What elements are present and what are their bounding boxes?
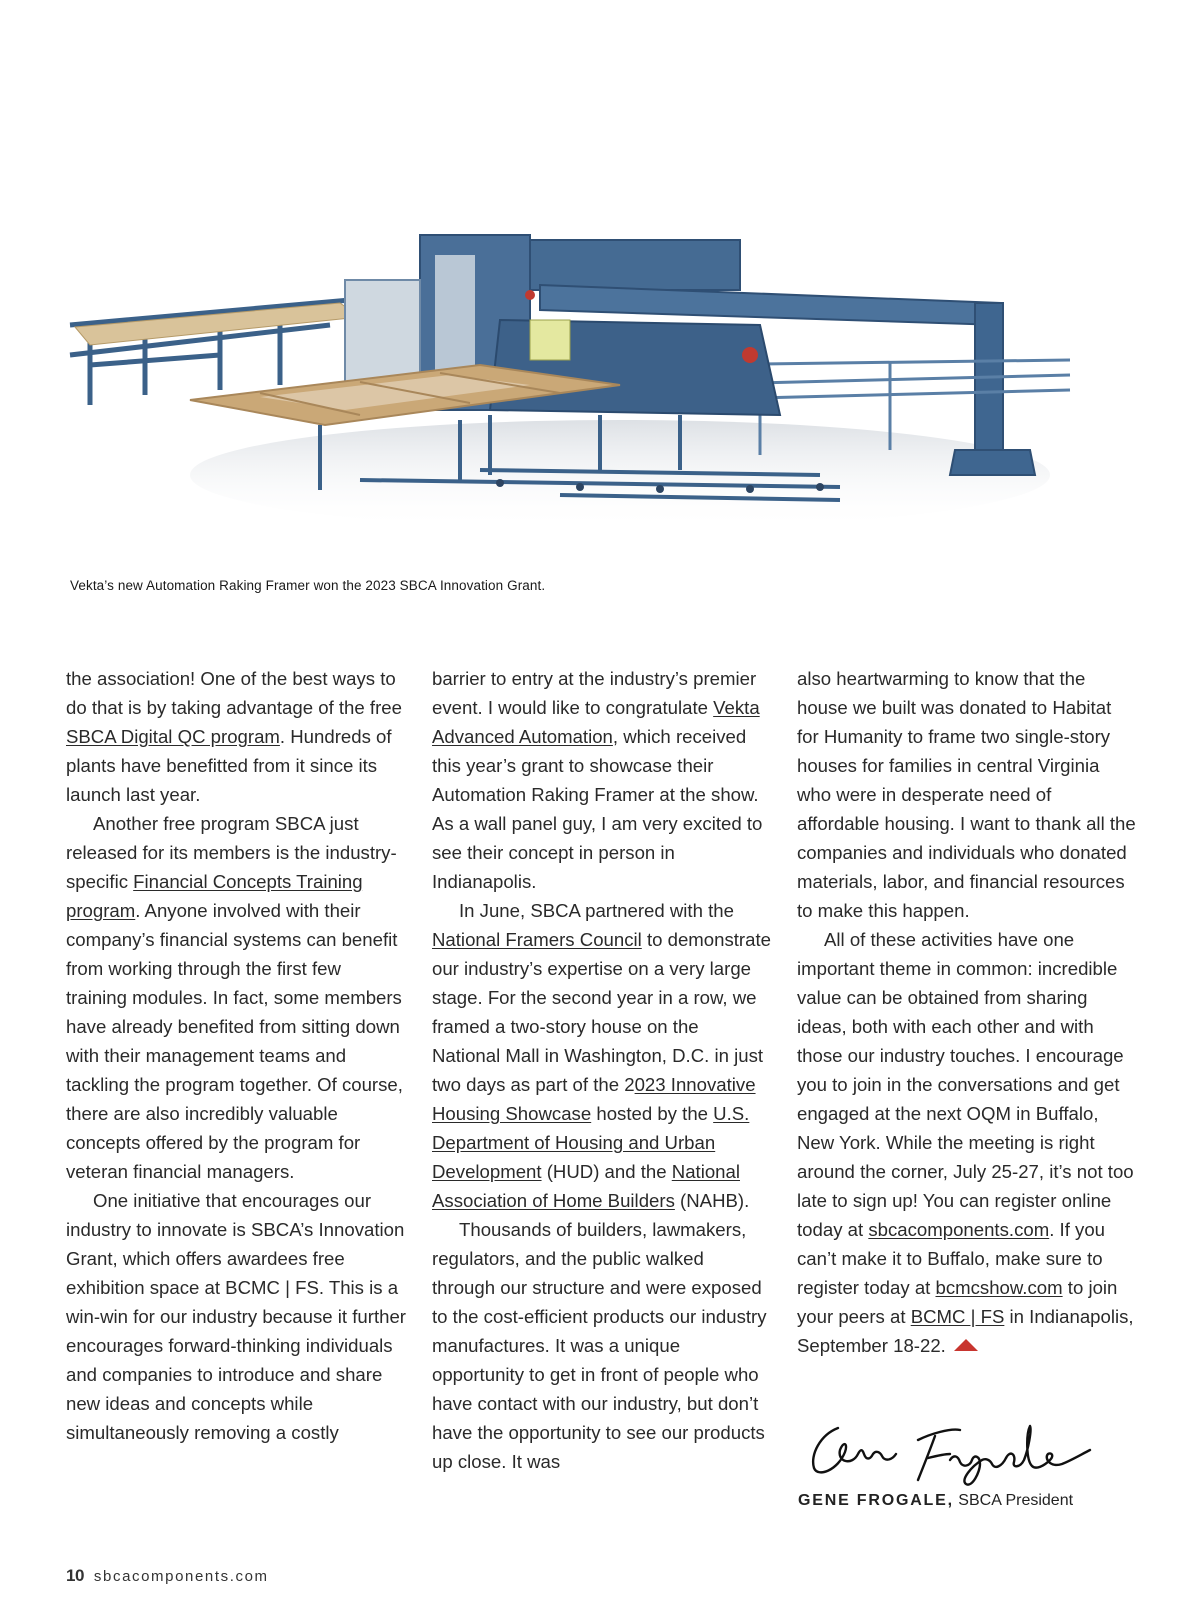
paragraph: One initiative that encourages our industry to innovate is SBCA’s Innovation Grant, which offers awardees free exhibition space at BCMC | FS. This is a win-win for our industry because it further encourages forward-thinking individuals and companies to introduce and share new ideas and concepts while simultaneously removing a costly <box>66 1190 406 1443</box>
article-column-1 <box>66 664 406 1447</box>
paragraph: Thousands of builders, lawmakers, regulators, and the public walked through our structure and were exposed to the cost-efficient products our industry manufactures. It was a unique opportunity to get in front of people who have contact with our industry, but don’t have the opportunity to see our products up close. It was <box>432 1219 767 1472</box>
page-number: 10 <box>66 1566 84 1585</box>
paragraph: the association! One of the best ways to do that is by taking advantage of the free SBCA Digital QC program. Hundreds of plants have benefitted from it since its launch last year. <box>66 668 402 805</box>
handwritten-signature <box>800 1410 1100 1490</box>
end-triangle-icon <box>954 1339 978 1351</box>
hud-link[interactable]: U.S. Department of Housing and Urban Development <box>432 1103 750 1182</box>
article-column-2 <box>432 664 772 1476</box>
paragraph: barrier to entry at the industry’s premier event. I would like to congratulate Vekta Advanced Automation, which received this year’s grant to showcase their Automation Raking Framer at the show. As a wall panel guy, I am very excited to see their concept in person in Indianapolis. <box>432 668 763 892</box>
sbca-digital-qc-link[interactable]: SBCA Digital QC program <box>66 726 280 747</box>
vekta-link[interactable]: Vekta Advanced Automation <box>432 697 760 747</box>
author-title: SBCA President <box>953 1492 1074 1509</box>
author-name: GENE FROGALE, <box>798 1492 954 1509</box>
housing-showcase-link[interactable]: 023 Innovative Housing Showcase <box>432 1074 756 1124</box>
signature-icon <box>800 1410 1100 1490</box>
bcmcshow-link[interactable]: bcmcshow.com <box>935 1277 1063 1298</box>
paragraph: Another free program SBCA just released for its members is the industry-specific Financial Concepts Training program. Anyone involved with their company’s financial systems can benefit from working through the first few training modules. In fact, some members have already benefited from sitting down with their management teams and tackling the program together. Of course, there are also incredibly valuable concepts offered by the program for veteran financial managers. <box>66 813 403 1182</box>
paragraph: All of these activities have one important theme in common: incredible value can be obtained from sharing ideas, both with each other and with those our industry touches. I encourage you to join in the conversations and get engaged at the next OQM in Buffalo, New York. While the meeting is right around the corner, July 25-27, it’s not too late to sign up! You can register online today at sbcacomponents.com. If you can’t make it to Buffalo, make sure to register today at bcmcshow.com to join your peers at BCMC | FS in Indianapolis, September 18-22. <box>797 929 1134 1356</box>
signature-caption <box>798 1492 1073 1510</box>
nahb-link[interactable]: National Association of Home Builders <box>432 1161 740 1211</box>
figure-caption: Vekta’s new Automation Raking Framer won the 2023 SBCA Innovation Grant. <box>70 578 546 593</box>
sbcacomponents-link[interactable]: sbcacomponents.com <box>868 1219 1050 1240</box>
page-footer <box>66 1566 269 1586</box>
article-column-3 <box>797 664 1137 1360</box>
machine-figure <box>60 225 1120 550</box>
bcmc-fs-link[interactable]: BCMC | FS <box>910 1306 1005 1327</box>
paragraph: In June, SBCA partnered with the National Framers Council to demonstrate our industry’s expertise on a very large stage. For the second year in a row, we framed a two-story house on the National Mall in Washington, D.C. in just two days as part of the 2023 Innovative Housing Showcase hosted by the U.S. Department of Housing and Urban Development (HUD) and the National Association of Home Builders (NAHB). <box>432 900 771 1211</box>
raking-framer-illustration <box>60 225 1120 550</box>
footer-site: sbcacomponents.com <box>93 1568 269 1585</box>
financial-concepts-link[interactable]: Financial Concepts Training program <box>66 871 363 921</box>
paragraph: also heartwarming to know that the house we built was donated to Habitat for Humanity to frame two single-story houses for families in central Virginia who were in desperate need of affordable housing. I want to thank all the companies and individuals who donated materials, labor, and financial resources to make this happen. <box>797 668 1136 921</box>
national-framers-council-link[interactable]: National Framers Council <box>432 929 642 950</box>
